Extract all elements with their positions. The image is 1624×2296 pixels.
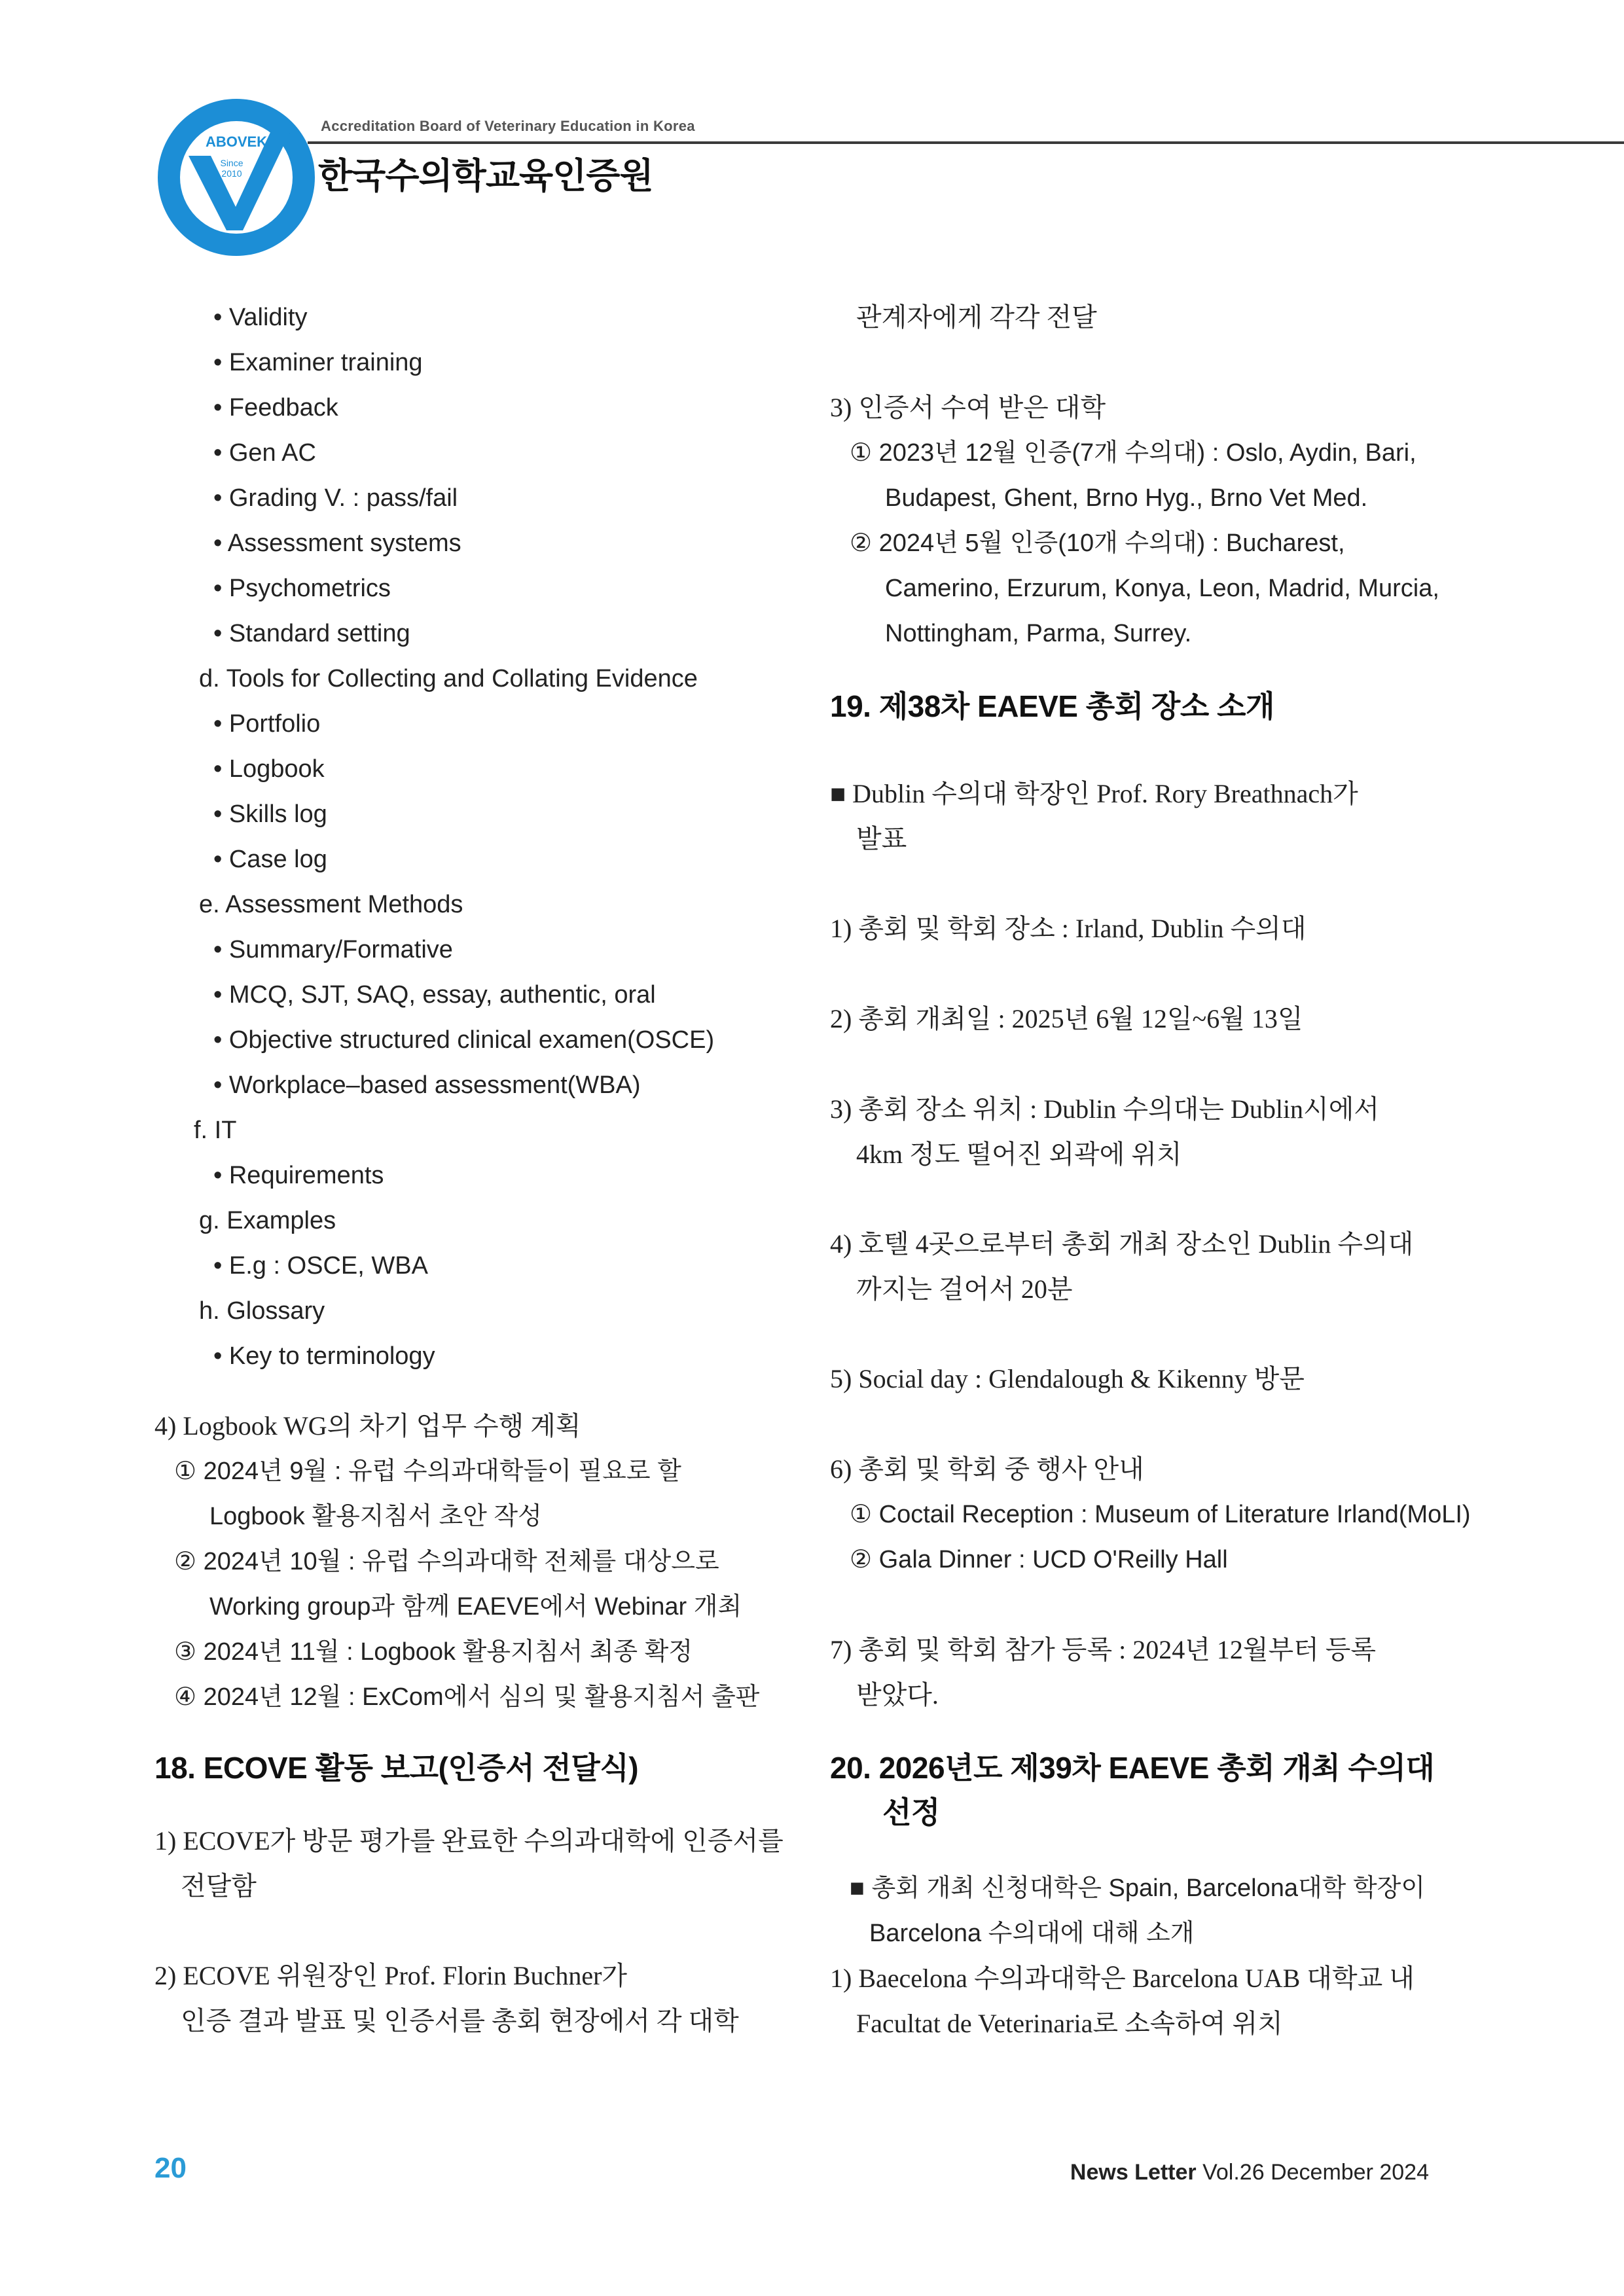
list-item: ① 2023년 12월 인증(7개 수의대) : Oslo, Aydin, Bari,	[850, 439, 1416, 467]
list-item: • Skills log	[213, 800, 327, 828]
paragraph-continuation: Facultat de Veterinaria로 소속하여 위치	[856, 2009, 1283, 2038]
list-item: ② Gala Dinner : UCD O'Reilly Hall	[850, 1546, 1228, 1573]
list-item: ② 2024년 10월 : 유럽 수의과대학 전체를 대상으로	[174, 1548, 719, 1575]
list-item: • Workplace–based assessment(WBA)	[213, 1071, 641, 1099]
paragraph-continuation: 까지는 걸어서 20분	[856, 1274, 1073, 1304]
list-item: • Gen AC	[213, 439, 316, 467]
paragraph-continuation: 4km 정도 떨어진 외곽에 위치	[856, 1139, 1182, 1169]
list-item: • Assessment systems	[213, 529, 461, 557]
paragraph: 2) 총회 개최일 : 2025년 6월 12일~6월 13일	[830, 1004, 1303, 1033]
footer-issue	[1070, 2160, 1429, 2185]
paragraph-continuation: 인증 결과 발표 및 인증서를 총회 현장에서 각 대학	[181, 2006, 739, 2036]
paragraph: 7) 총회 및 학회 참가 등록 : 2024년 12월부터 등록	[830, 1635, 1377, 1664]
section-heading: 18. ECOVE 활동 보고(인증서 전달식)	[154, 1751, 639, 1785]
list-item: • E.g : OSCE, WBA	[213, 1252, 428, 1280]
subsection-title: e. Assessment Methods	[199, 891, 463, 918]
paragraph-continuation: 받았다.	[856, 1680, 939, 1710]
note: ■ Dublin 수의대 학장인 Prof. Rory Breathnach가	[830, 779, 1358, 808]
list-item-continuation: Logbook 활용지침서 초안 작성	[209, 1503, 542, 1530]
section-heading: 20. 2026년도 제39차 EAEVE 총회 개최 수의대	[830, 1751, 1435, 1785]
paragraph: 2) ECOVE 위원장인 Prof. Florin Buchner가	[154, 1961, 628, 1990]
list-item: ① 2024년 9월 : 유럽 수의과대학들이 필요로 할	[174, 1458, 681, 1485]
paragraph-continuation: 관계자에게 각각 전달	[856, 302, 1097, 332]
issue-info: Vol.26 December 2024	[1202, 2160, 1429, 2185]
note-continuation: 발표	[856, 824, 907, 853]
paragraph: 6) 총회 및 학회 중 행사 안내	[830, 1454, 1144, 1484]
section-heading-continuation: 선정	[882, 1795, 940, 1829]
logo-year: 2010	[221, 168, 242, 179]
paragraph: 1) ECOVE가 방문 평가를 완료한 수의과대학에 인증서를	[154, 1826, 784, 1856]
paragraph: 1) Baecelona 수의과대학은 Barcelona UAB 대학교 내	[830, 1964, 1415, 1993]
paragraph: 5) Social day : Glendalough & Kikenny 방문	[830, 1364, 1305, 1393]
list-item: • Feedback	[213, 394, 338, 422]
list-item: • Examiner training	[213, 349, 423, 376]
list-item: ① Coctail Reception : Museum of Literature Irland(MoLI)	[850, 1501, 1471, 1528]
list-item: • Validity	[213, 304, 308, 331]
subsection-title: g. Examples	[199, 1207, 336, 1234]
list-item: • MCQ, SJT, SAQ, essay, authentic, oral	[213, 981, 656, 1009]
list-item: • Requirements	[213, 1162, 384, 1189]
paragraph: 3) 총회 장소 위치 : Dublin 수의대는 Dublin시에서	[830, 1094, 1379, 1124]
note-continuation: Barcelona 수의대에 대해 소개	[869, 1920, 1195, 1947]
paragraph: 1) 총회 및 학회 장소 : Irland, Dublin 수의대	[830, 914, 1307, 943]
header-rule	[308, 141, 1624, 144]
subsection-title: d. Tools for Collecting and Collating Evidence	[199, 665, 698, 692]
list-item: ④ 2024년 12월 : ExCom에서 심의 및 활용지침서 출판	[174, 1683, 760, 1711]
list-item-continuation: Working group과 함께 EAEVE에서 Webinar 개최	[209, 1593, 742, 1621]
list-item: • Psychometrics	[213, 575, 391, 602]
subsection-title: h. Glossary	[199, 1297, 325, 1325]
list-item: • Case log	[213, 846, 327, 873]
list-item: • Standard setting	[213, 620, 410, 647]
paragraph-continuation: 전달함	[181, 1871, 257, 1901]
list-item: • Logbook	[213, 755, 325, 783]
list-item: • Portfolio	[213, 710, 321, 738]
paragraph: 4) 호텔 4곳으로부터 총회 개최 장소인 Dublin 수의대	[830, 1229, 1414, 1259]
list-item: • Grading V. : pass/fail	[213, 484, 458, 512]
list-item: • Objective structured clinical examen(OSCE)	[213, 1026, 715, 1054]
paragraph-heading: 4) Logbook WG의 차기 업무 수행 계획	[154, 1411, 581, 1441]
abovek-logo	[154, 96, 318, 259]
list-item: • Summary/Formative	[213, 936, 453, 963]
list-item: • Key to terminology	[213, 1342, 435, 1370]
section-heading: 19. 제38차 EAEVE 총회 장소 소개	[830, 689, 1274, 723]
list-item-continuation: Budapest, Ghent, Brno Hyg., Brno Vet Med.	[885, 484, 1368, 512]
logo-since: Since	[220, 158, 244, 168]
paragraph-heading: 3) 인증서 수여 받은 대학	[830, 393, 1106, 422]
subsection-title: f. IT	[194, 1117, 237, 1144]
org-name-english: Accreditation Board of Veterinary Education in Korea	[321, 118, 695, 134]
list-item: ③ 2024년 11월 : Logbook 활용지침서 최종 확정	[174, 1638, 693, 1666]
note: ■ 총회 개최 신청대학은 Spain, Barcelona대학 학장이	[850, 1874, 1426, 1902]
newsletter-title: News Letter	[1070, 2160, 1197, 2185]
logo-name: ABOVEK	[205, 134, 268, 150]
org-name-korean: 한국수의학교육인증원	[318, 156, 653, 196]
list-item-continuation: Camerino, Erzurum, Konya, Leon, Madrid, Murcia,	[885, 575, 1439, 602]
list-item-continuation: Nottingham, Parma, Surrey.	[885, 620, 1192, 647]
page-number: 20	[154, 2152, 187, 2184]
list-item: ② 2024년 5월 인증(10개 수의대) : Bucharest,	[850, 529, 1345, 557]
